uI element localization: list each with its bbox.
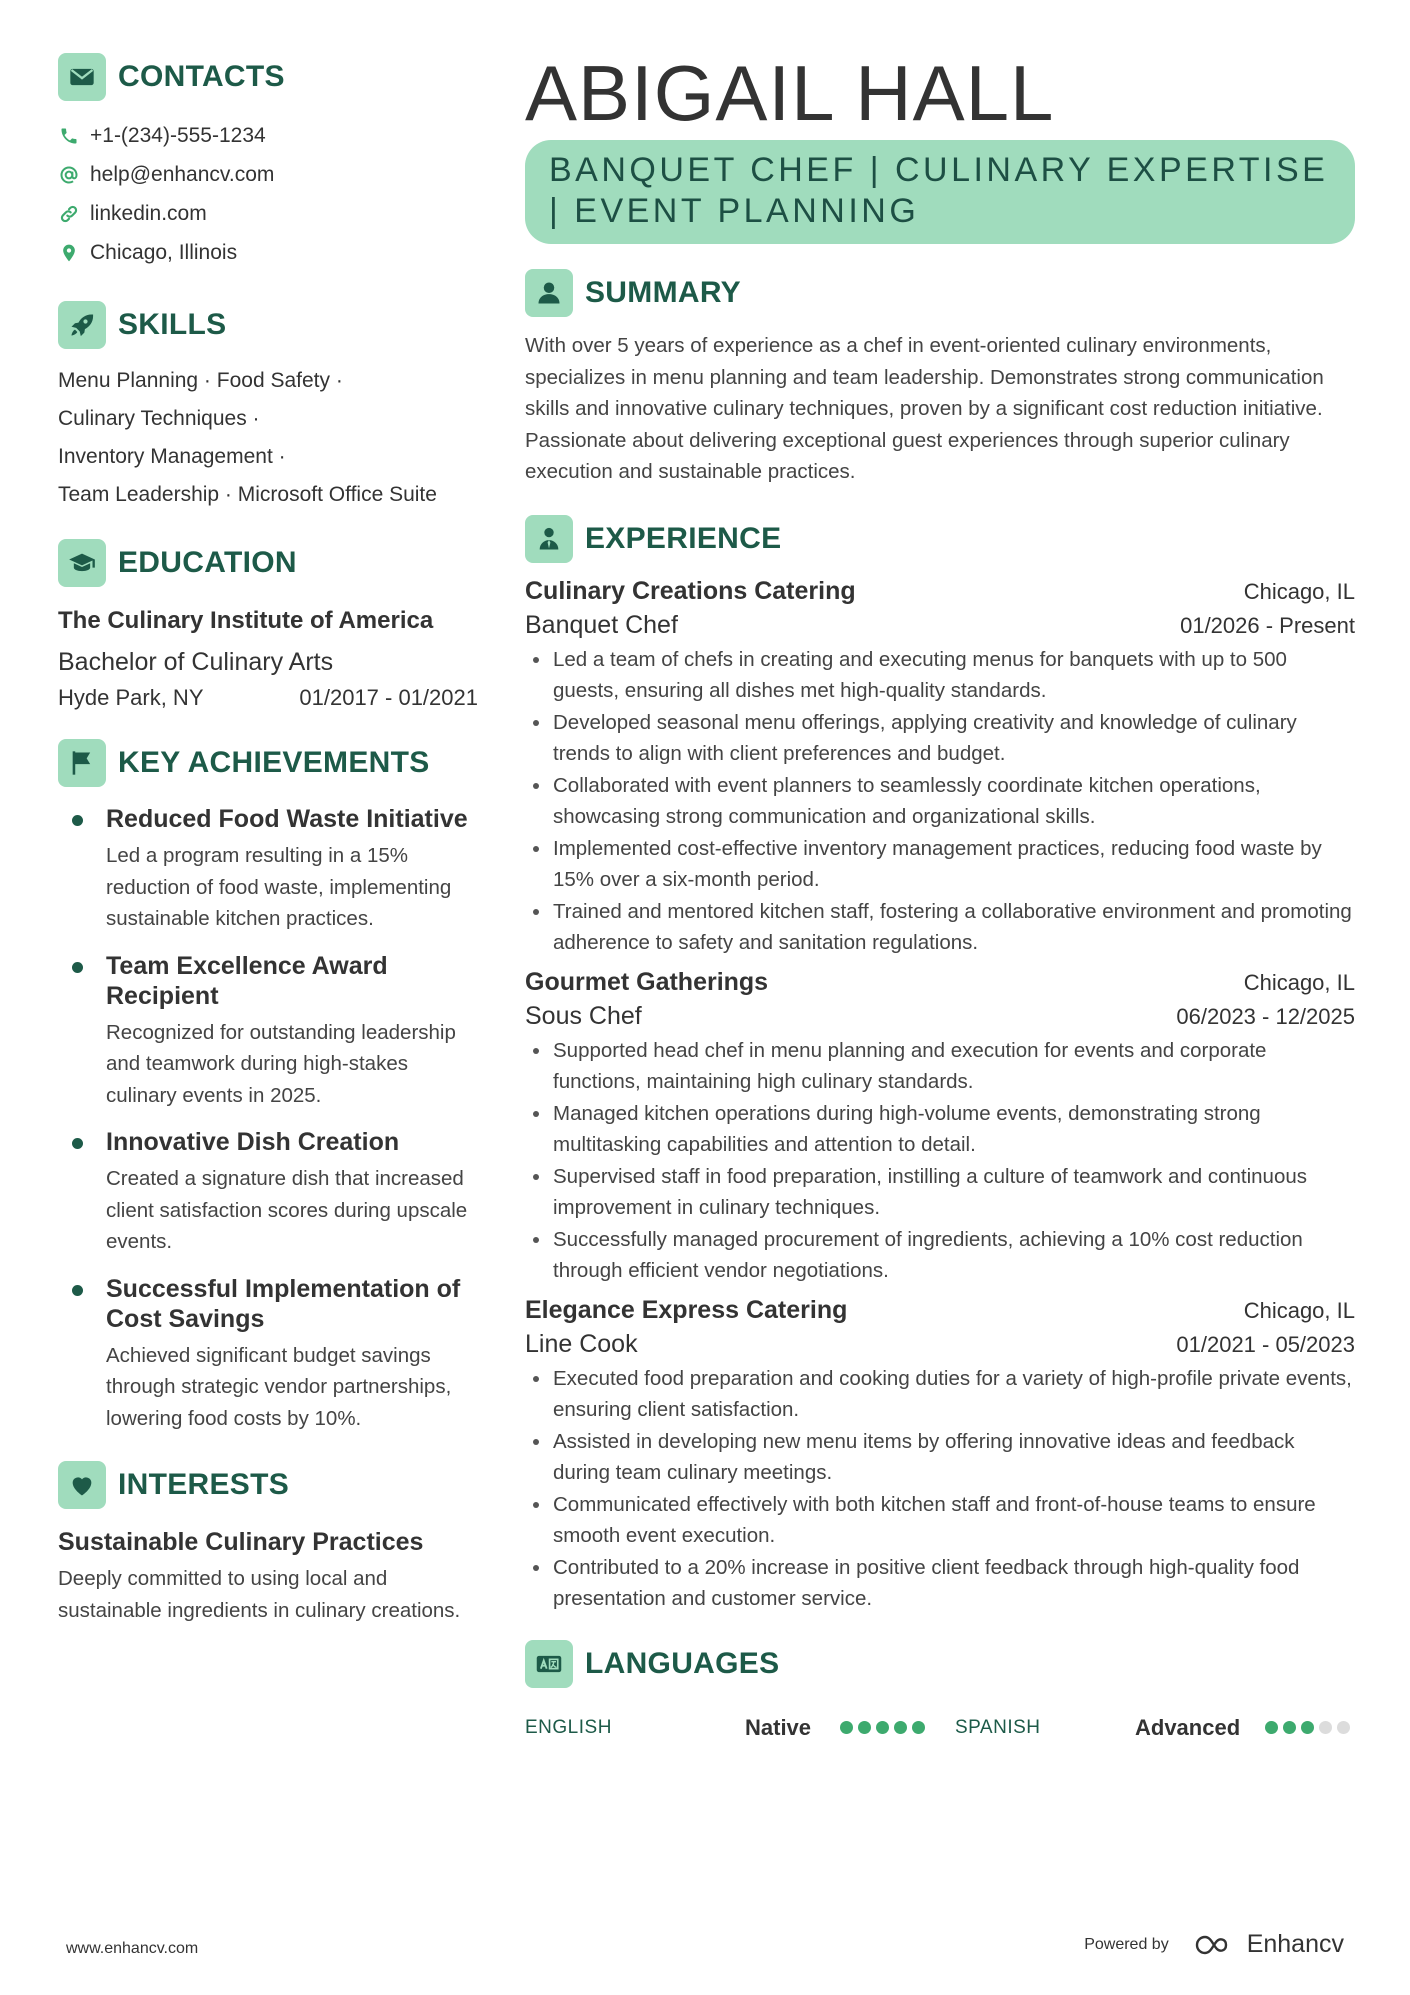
job-bullet: Led a team of chefs in creating and executing menus for banquets with up to 500 guests, ensuring all dishes met high-quality standards.	[525, 644, 1355, 707]
job-bullet: Trained and mentored kitchen staff, fostering a collaborative environment and promoting adherence to safety and sanitation regulations.	[525, 896, 1355, 959]
job-company: Gourmet Gatherings	[525, 967, 769, 996]
job-company: Culinary Creations Catering	[525, 576, 856, 605]
achievement-title: Successful Implementation of Cost Savings	[106, 1274, 461, 1333]
contact-linkedin-text: linkedin.com	[90, 201, 207, 225]
interests-header	[58, 1460, 478, 1510]
skills-header	[58, 300, 478, 350]
rating-dot	[876, 1721, 889, 1734]
translate-icon	[525, 1640, 573, 1688]
job-bullet: Collaborated with event planners to seamlessly coordinate kitchen operations, showcasing strong communication and organizational skills.	[525, 770, 1355, 833]
map-pin-icon	[58, 242, 80, 264]
job-dates: 01/2021 - 05/2023	[1176, 1331, 1355, 1357]
job-role: Sous Chef	[525, 1001, 642, 1030]
job-role-row	[525, 1327, 1355, 1361]
contact-location-text: Chicago, Illinois	[90, 240, 238, 264]
language-level: Advanced	[1135, 1714, 1241, 1740]
rating-dot	[840, 1721, 853, 1734]
rating-dot	[1265, 1721, 1278, 1734]
user-icon	[525, 269, 573, 317]
education-school: The Culinary Institute of America	[58, 607, 434, 634]
education-title: EDUCATION	[118, 546, 297, 579]
bullet-dot	[72, 815, 83, 826]
job-bullet: Assisted in developing new menu items by offering innovative ideas and feedback during team culinary meetings.	[525, 1426, 1355, 1489]
job-dates: 01/2026 - Present	[1180, 612, 1355, 638]
job-bullets	[525, 1035, 1355, 1287]
achievements-header	[58, 738, 478, 788]
summary-title: SUMMARY	[585, 276, 741, 309]
achievement-item	[58, 951, 478, 1112]
phone-icon	[58, 125, 80, 147]
contact-email-text: help@enhancv.com	[90, 162, 275, 186]
job-bullet: Implemented cost-effective inventory management practices, reducing food waste by 15% over a six-month period.	[525, 833, 1355, 896]
achievement-title: Reduced Food Waste Initiative	[106, 805, 468, 833]
education-header	[58, 538, 478, 588]
skills-title: SKILLS	[118, 308, 227, 341]
job-role-row	[525, 608, 1355, 642]
job-entry	[525, 965, 1355, 1287]
brand-name: Enhancv	[1246, 1930, 1344, 1958]
job-bullet: Developed seasonal menu offerings, applying creativity and knowledge of culinary trends to align with client preferences and budget.	[525, 707, 1355, 770]
experience-title: EXPERIENCE	[585, 521, 782, 555]
achievement-desc: Created a signature dish that increased client satisfaction scores during upscale events.	[106, 1167, 468, 1253]
job-role: Banquet Chef	[525, 610, 678, 639]
link-icon	[58, 203, 80, 225]
languages-title: LANGUAGES	[585, 1646, 780, 1680]
interests-title: INTERESTS	[118, 1468, 290, 1501]
education-meta	[58, 682, 478, 714]
interest-title: Sustainable Culinary Practices	[58, 1528, 424, 1556]
achievement-title: Innovative Dish Creation	[106, 1128, 400, 1156]
rating-dot	[858, 1721, 871, 1734]
education-dates: 01/2017 - 01/2021	[299, 685, 478, 710]
achievements-title: KEY ACHIEVEMENTS	[118, 746, 430, 779]
job-bullet: Executed food preparation and cooking duties for a variety of high-profile private events, ensuring client satisfaction.	[525, 1363, 1355, 1426]
job-bullet: Supervised staff in food preparation, instilling a culture of teamwork and continuous improvement in culinary techniques.	[525, 1161, 1355, 1224]
skills-list	[58, 362, 478, 514]
rating-dot	[912, 1721, 925, 1734]
contact-location	[58, 233, 478, 272]
summary-header	[525, 268, 1355, 318]
rating-dot	[1319, 1721, 1332, 1734]
languages-header	[525, 1639, 1355, 1689]
experience-header	[525, 514, 1355, 564]
job-bullet: Communicated effectively with both kitchen staff and front-of-house teams to ensure smooth event execution.	[525, 1489, 1355, 1552]
achievement-desc: Led a program resulting in a 15% reduction of food waste, implementing sustainable kitchen practices.	[106, 844, 452, 930]
job-role: Line Cook	[525, 1329, 638, 1358]
contacts-title: CONTACTS	[118, 60, 285, 93]
graduation-cap-icon	[58, 539, 106, 587]
language-rating	[840, 1721, 925, 1734]
envelope-icon	[58, 53, 106, 101]
achievement-item	[58, 1274, 478, 1435]
summary-text: With over 5 years of experience as a chef in event-oriented culinary environments, specializes in menu planning and team leadership. Demonstrates strong communication skills and innovative culinary techniques, proven by a significant cost reduction initiative. Passionate about delivering exceptional guest experiences through superior culinary execution and sustainable practices.	[525, 334, 1324, 483]
bullet-dot	[72, 1138, 83, 1149]
enhancv-logo-icon	[1193, 1932, 1239, 1958]
job-header-row	[525, 574, 1355, 608]
language-rating	[1265, 1721, 1350, 1734]
powered-by-text: Powered by	[1084, 1935, 1169, 1953]
job-bullets	[525, 1363, 1355, 1615]
job-header-row	[525, 1293, 1355, 1327]
interest-desc: Deeply committed to using local and sustainable ingredients in culinary creations.	[58, 1567, 461, 1622]
education-location: Hyde Park, NY	[58, 685, 204, 710]
job-bullets	[525, 644, 1355, 959]
rating-dot	[1301, 1721, 1314, 1734]
education-degree: Bachelor of Culinary Arts	[58, 648, 334, 676]
flag-icon	[58, 739, 106, 787]
achievement-desc: Recognized for outstanding leadership and teamwork during high-stakes culinary events in 2025.	[106, 1020, 456, 1107]
achievement-item	[58, 1127, 478, 1258]
job-bullet: Managed kitchen operations during high-volume events, demonstrating strong multitasking capabilities and attention to detail.	[525, 1098, 1355, 1161]
rating-dot	[894, 1721, 907, 1734]
contact-email[interactable]	[58, 155, 478, 194]
job-company: Elegance Express Catering	[525, 1295, 848, 1324]
job-bullet: Supported head chef in menu planning and execution for events and corporate functions, maintaining high culinary standards.	[525, 1035, 1355, 1098]
bullet-dot	[72, 962, 83, 973]
rocket-icon	[58, 301, 106, 349]
job-dates: 06/2023 - 12/2025	[1176, 1003, 1355, 1029]
job-entry	[525, 574, 1355, 959]
left-column	[58, 52, 478, 1626]
skills-line: Team Leadership · Microsoft Office Suite	[58, 483, 437, 506]
language-item	[525, 1715, 955, 1741]
achievement-item	[58, 804, 478, 935]
language-name: SPANISH	[955, 1716, 1041, 1738]
job-location: Chicago, IL	[1243, 578, 1355, 604]
job-bullet: Contributed to a 20% increase in positive client feedback through high-quality food presentation and customer service.	[525, 1552, 1355, 1615]
achievement-desc: Achieved significant budget savings through strategic vendor partnerships, lowering food costs by 10%.	[106, 1343, 452, 1430]
job-location: Chicago, IL	[1243, 1297, 1355, 1323]
language-name: ENGLISH	[525, 1716, 612, 1738]
contact-phone[interactable]	[58, 116, 478, 155]
job-header-row	[525, 965, 1355, 999]
contacts-list	[58, 116, 478, 272]
headline-banner: BANQUET CHEF | CULINARY EXPERTISE | EVENT PLANNING	[525, 140, 1355, 244]
contacts-header	[58, 52, 478, 102]
achievement-title: Team Excellence Award Recipient	[106, 951, 388, 1010]
right-column	[525, 48, 1355, 1741]
language-item	[955, 1715, 1355, 1741]
heart-icon	[58, 1461, 106, 1509]
footer-branding	[1084, 1930, 1344, 1959]
brand-logo[interactable]	[1193, 1930, 1344, 1959]
bullet-dot	[72, 1285, 83, 1296]
achievements-list	[58, 804, 478, 1434]
language-level: Native	[745, 1714, 812, 1740]
at-icon	[58, 164, 80, 186]
candidate-name: ABIGAIL HALL	[525, 49, 1055, 137]
contact-linkedin[interactable]	[58, 194, 478, 233]
rating-dot	[1337, 1721, 1350, 1734]
rating-dot	[1283, 1721, 1296, 1734]
languages-list	[525, 1715, 1355, 1741]
job-role-row	[525, 999, 1355, 1033]
contact-phone-text: +1-(234)-555-1234	[90, 123, 266, 147]
job-location: Chicago, IL	[1243, 969, 1355, 995]
job-bullet: Successfully managed procurement of ingredients, achieving a 10% cost reduction through efficient vendor negotiations.	[525, 1224, 1355, 1287]
briefcase-user-icon	[525, 515, 573, 563]
job-entry	[525, 1293, 1355, 1615]
footer-website[interactable]: www.enhancv.com	[66, 1940, 199, 1957]
skills-line: Culinary Techniques ·	[58, 407, 260, 430]
skills-line: Menu Planning · Food Safety ·	[58, 369, 343, 392]
skills-line: Inventory Management ·	[58, 445, 286, 468]
